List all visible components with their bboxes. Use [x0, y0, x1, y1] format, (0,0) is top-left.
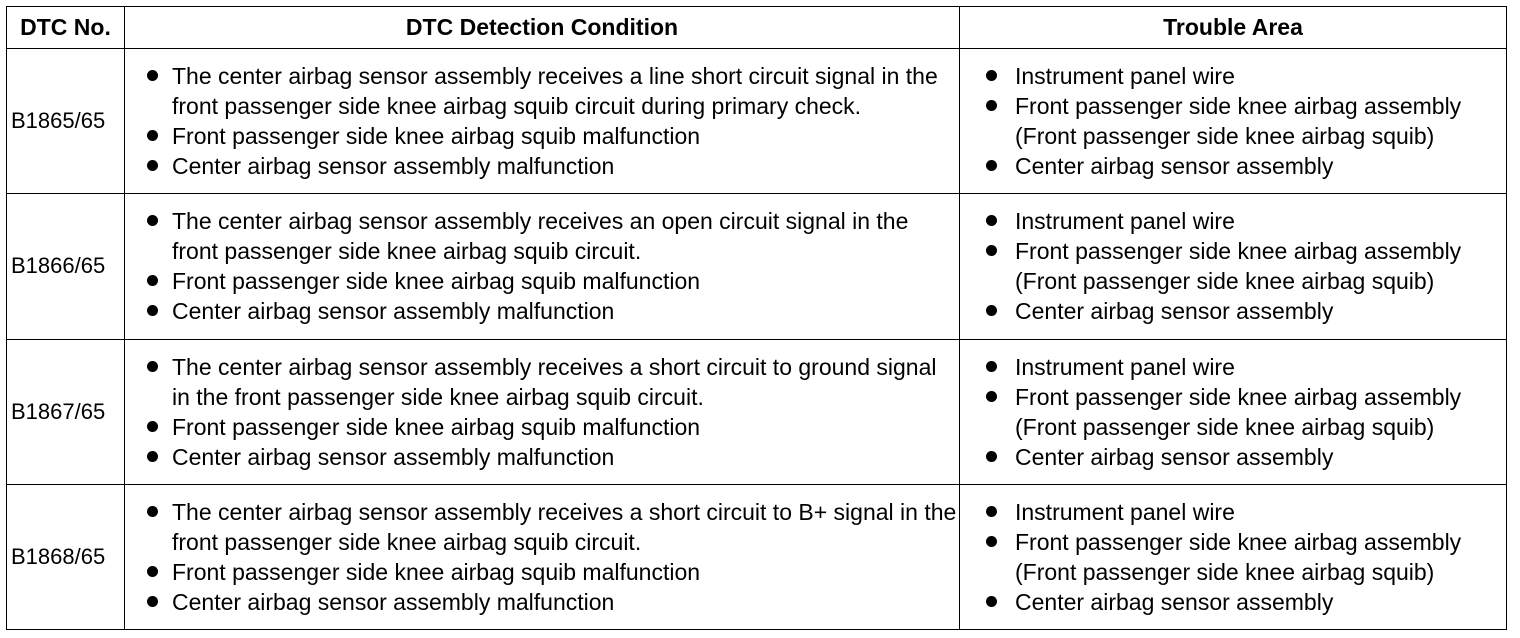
bullet-icon	[986, 536, 997, 547]
dtc-code: B1866/65	[7, 194, 125, 339]
list-item	[960, 442, 1506, 472]
bullet-icon	[986, 160, 997, 171]
bullet-icon	[986, 596, 997, 607]
list-item	[125, 587, 959, 617]
list-item	[960, 497, 1506, 527]
dtc-table	[6, 6, 1507, 630]
header-trouble-area: Trouble Area	[960, 7, 1507, 49]
bullet-icon	[147, 361, 158, 372]
bullet-icon	[986, 361, 997, 372]
list-item	[960, 382, 1506, 442]
bullet-icon	[147, 215, 158, 226]
bullet-icon	[986, 100, 997, 111]
bullet-icon	[147, 506, 158, 517]
header-dtc-no: DTC No.	[7, 7, 125, 49]
bullet-icon	[986, 391, 997, 402]
area-text: Center airbag sensor assembly	[1015, 588, 1334, 615]
list-item	[960, 352, 1506, 382]
area-text: Instrument panel wire	[1015, 353, 1235, 380]
header-detection-condition: DTC Detection Condition	[125, 7, 960, 49]
bullet-icon	[986, 451, 997, 462]
area-text: Front passenger side knee airbag assembly (Front passenger side knee airbag squib)	[1015, 238, 1462, 295]
condition-text: Front passenger side knee airbag squib malfunction	[172, 123, 701, 150]
condition-text: Center airbag sensor assembly malfunction	[172, 443, 615, 470]
area-text: Center airbag sensor assembly	[1015, 443, 1334, 470]
condition-text: The center airbag sensor assembly receives a short circuit to B+ signal in the front passenger side knee airbag squib circuit.	[172, 498, 957, 555]
list-item	[125, 206, 959, 266]
list-item	[125, 61, 959, 121]
bullet-icon	[147, 305, 158, 316]
trouble-area-cell	[960, 194, 1507, 339]
condition-text: The center airbag sensor assembly receives an open circuit signal in the front passenger side knee airbag squib circuit.	[172, 208, 909, 265]
condition-text: Center airbag sensor assembly malfunction	[172, 153, 615, 180]
area-text: Instrument panel wire	[1015, 208, 1235, 235]
condition-text: The center airbag sensor assembly receives a short circuit to ground signal in the front passenger side knee airbag squib circuit.	[172, 353, 937, 410]
table-row	[7, 49, 1507, 194]
list-item	[125, 266, 959, 296]
list-item	[125, 557, 959, 587]
dtc-code: B1867/65	[7, 339, 125, 484]
condition-text: Front passenger side knee airbag squib malfunction	[172, 558, 701, 585]
bullet-icon	[147, 160, 158, 171]
condition-text: The center airbag sensor assembly receives a line short circuit signal in the front passenger side knee airbag squib circuit during primary check.	[172, 63, 938, 120]
condition-text: Front passenger side knee airbag squib malfunction	[172, 268, 701, 295]
table-row	[7, 484, 1507, 629]
area-text: Center airbag sensor assembly	[1015, 153, 1334, 180]
condition-text: Center airbag sensor assembly malfunction	[172, 298, 615, 325]
bullet-icon	[147, 275, 158, 286]
area-text: Front passenger side knee airbag assembly (Front passenger side knee airbag squib)	[1015, 93, 1462, 150]
bullet-icon	[147, 451, 158, 462]
bullet-icon	[147, 130, 158, 141]
bullet-icon	[147, 596, 158, 607]
bullet-icon	[147, 421, 158, 432]
dtc-code: B1865/65	[7, 49, 125, 194]
detection-condition-cell	[125, 49, 960, 194]
bullet-icon	[986, 245, 997, 256]
area-text: Center airbag sensor assembly	[1015, 298, 1334, 325]
trouble-area-cell	[960, 339, 1507, 484]
table-row	[7, 339, 1507, 484]
area-text: Instrument panel wire	[1015, 498, 1235, 525]
list-item	[125, 412, 959, 442]
area-text: Front passenger side knee airbag assembly (Front passenger side knee airbag squib)	[1015, 383, 1462, 440]
dtc-code: B1868/65	[7, 484, 125, 629]
list-item	[960, 151, 1506, 181]
list-item	[960, 527, 1506, 587]
list-item	[125, 121, 959, 151]
list-item	[960, 61, 1506, 91]
table-row	[7, 194, 1507, 339]
list-item	[125, 352, 959, 412]
bullet-icon	[147, 566, 158, 577]
bullet-icon	[986, 506, 997, 517]
detection-condition-cell	[125, 484, 960, 629]
list-item	[960, 587, 1506, 617]
bullet-icon	[986, 215, 997, 226]
list-item	[125, 497, 959, 557]
condition-text: Center airbag sensor assembly malfunction	[172, 588, 615, 615]
header-row	[7, 7, 1507, 49]
area-text: Instrument panel wire	[1015, 63, 1235, 90]
bullet-icon	[147, 70, 158, 81]
trouble-area-cell	[960, 49, 1507, 194]
detection-condition-cell	[125, 339, 960, 484]
list-item	[125, 151, 959, 181]
trouble-area-cell	[960, 484, 1507, 629]
list-item	[960, 236, 1506, 296]
area-text: Front passenger side knee airbag assembly (Front passenger side knee airbag squib)	[1015, 528, 1462, 585]
list-item	[960, 91, 1506, 151]
list-item	[125, 442, 959, 472]
condition-text: Front passenger side knee airbag squib malfunction	[172, 413, 701, 440]
bullet-icon	[986, 305, 997, 316]
list-item	[960, 206, 1506, 236]
bullet-icon	[986, 70, 997, 81]
list-item	[125, 296, 959, 326]
detection-condition-cell	[125, 194, 960, 339]
list-item	[960, 296, 1506, 326]
